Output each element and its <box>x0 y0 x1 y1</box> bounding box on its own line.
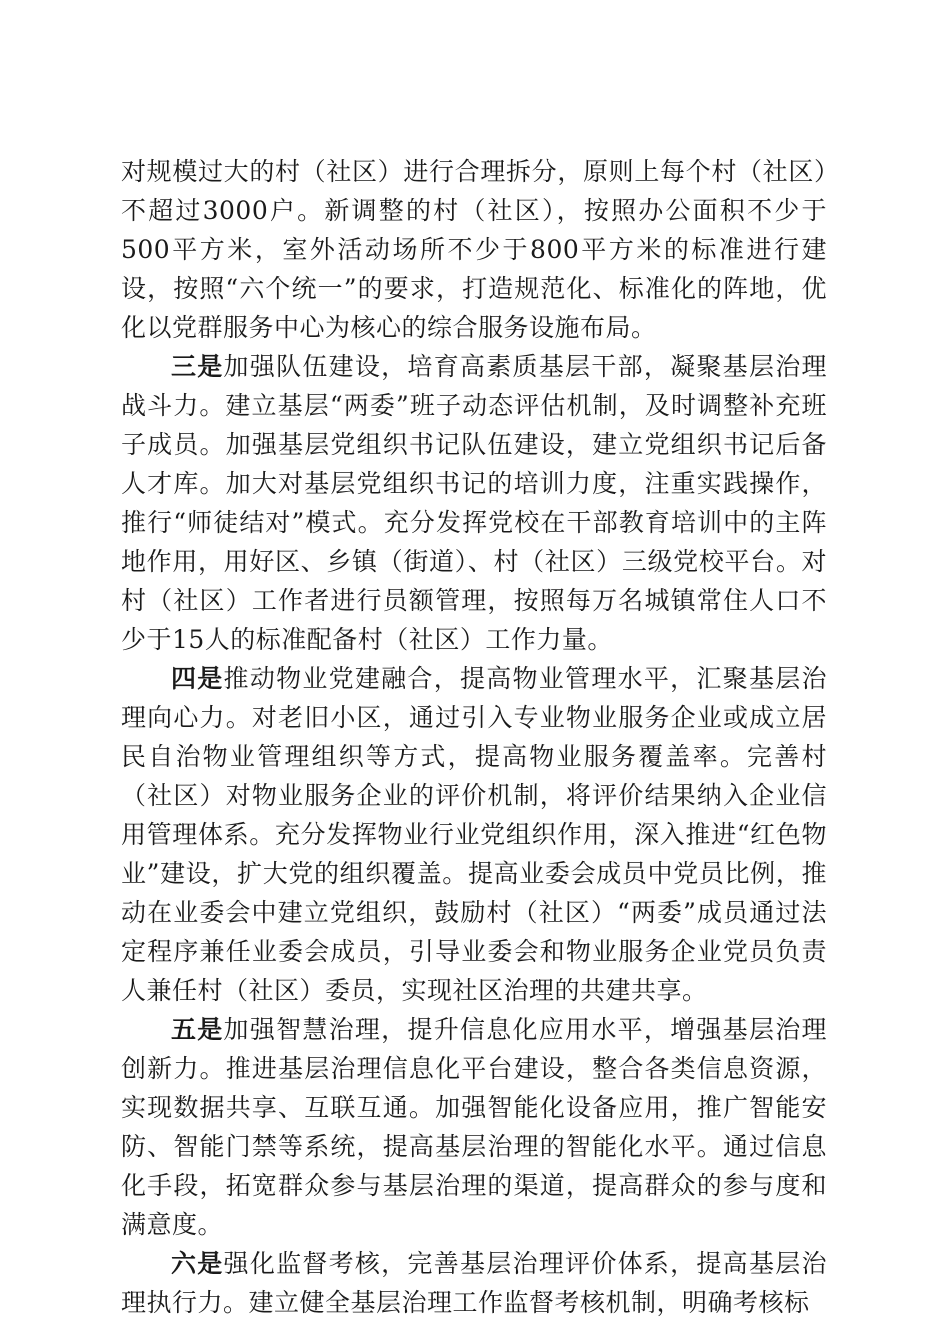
paragraph-text: 对规模过大的村（社区）进行合理拆分，原则上每个村（社区）不超过3000户。新调整的村（社区），按照办公面积不少于500平方米，室外活动场所不少于800平方米的标准进行建设，按照“六个统一”的要求，打造规范化、标准化的阵地，优化以党群服务中心为核心的综合服务设施布局。 <box>121 157 827 342</box>
paragraph-item-six <box>121 1244 827 1322</box>
paragraph-lead: 五是 <box>171 1015 224 1044</box>
paragraph-item-five <box>121 1010 827 1244</box>
paragraph-lead: 四是 <box>171 664 224 693</box>
paragraph-text: 加强智慧治理，提升信息化应用水平，增强基层治理创新力。推进基层治理信息化平台建设，整合各类信息资源，实现数据共享、互联互通。加强智能化设备应用，推广智能安防、智能门禁等系统，提高基层治理的智能化水平。通过信息化手段，拓宽群众参与基层治理的渠道，提高群众的参与度和满意度。 <box>121 1015 827 1239</box>
paragraph-text: 强化监督考核，完善基层治理评价体系，提高基层治理执行力。建立健全基层治理工作监督考核机制，明确考核标 <box>121 1249 827 1317</box>
paragraph-item-three <box>121 347 827 659</box>
document-page <box>121 152 827 1322</box>
paragraph-lead: 六是 <box>171 1249 224 1278</box>
paragraph-lead: 三是 <box>171 352 224 381</box>
paragraph-text: 加强队伍建设，培育高素质基层干部，凝聚基层治理战斗力。建立基层“两委”班子动态评估机制，及时调整补充班子成员。加强基层党组织书记队伍建设，建立党组织书记后备人才库。加大对基层党组织书记的培训力度，注重实践操作，推行“师徒结对”模式。充分发挥党校在干部教育培训中的主阵地作用，用好区、乡镇（街道）、村（社区）三级党校平台。对村（社区）工作者进行员额管理，按照每万名城镇常住人口不少于15人的标准配备村（社区）工作力量。 <box>121 352 827 654</box>
paragraph-item-four <box>121 659 827 1010</box>
paragraph-text: 推动物业党建融合，提高物业管理水平，汇聚基层治理向心力。对老旧小区，通过引入专业物业服务企业或成立居民自治物业管理组织等方式，提高物业服务覆盖率。完善村（社区）对物业服务企业的评价机制，将评价结果纳入企业信用管理体系。充分发挥物业行业党组织作用，深入推进“红色物业”建设，扩大党的组织覆盖。提高业委会成员中党员比例，推动在业委会中建立党组织，鼓励村（社区）“两委”成员通过法定程序兼任业委会成员，引导业委会和物业服务企业党员负责人兼任村（社区）委员，实现社区治理的共建共享。 <box>121 664 827 1005</box>
paragraph-continuation <box>121 152 827 347</box>
